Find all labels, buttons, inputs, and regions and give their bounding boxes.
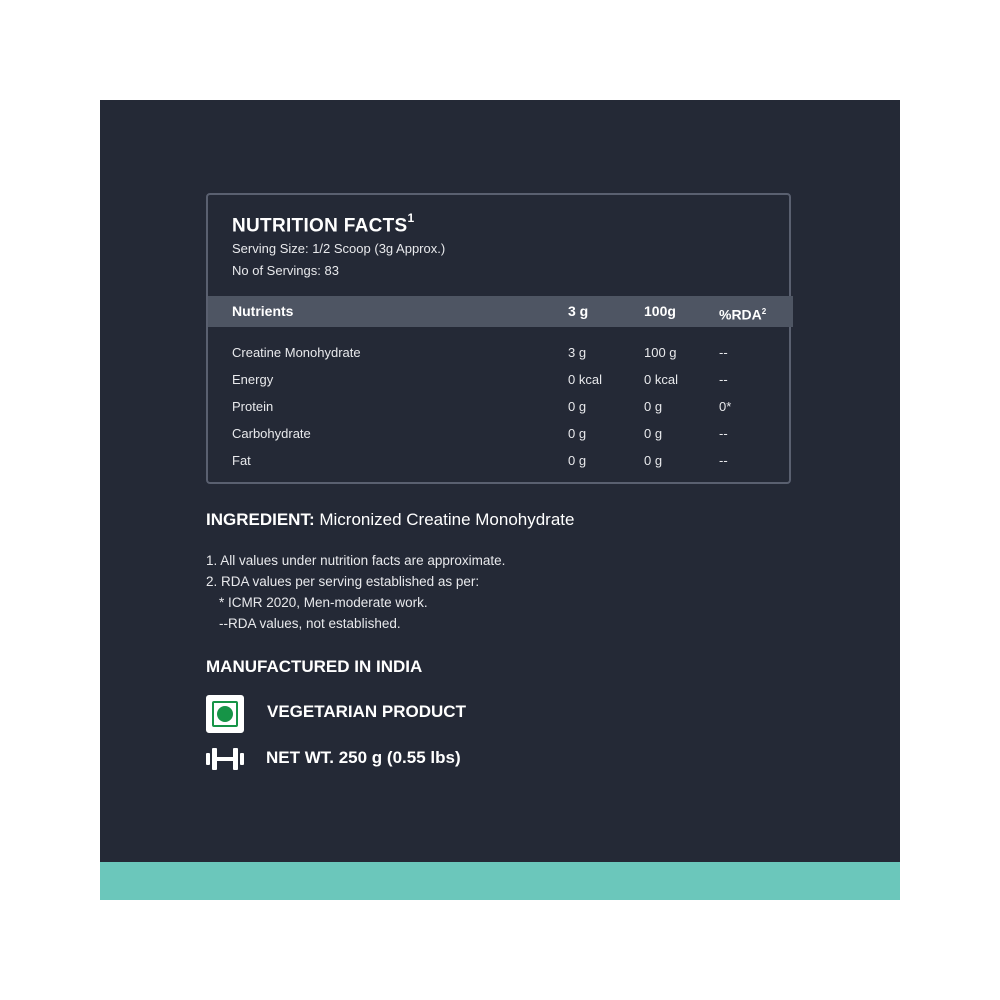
ingredient-label: INGREDIENT: bbox=[206, 510, 315, 529]
table-row bbox=[208, 393, 793, 420]
servings-count: No of Servings: 83 bbox=[232, 263, 339, 278]
title-footnote-marker: 1 bbox=[407, 211, 415, 225]
table-row bbox=[208, 366, 793, 393]
ingredient-line bbox=[206, 510, 574, 530]
per-serving-value: 0 g bbox=[568, 399, 587, 414]
footnote-icmr: * ICMR 2020, Men-moderate work. bbox=[219, 595, 428, 610]
per-100g-value: 0 g bbox=[644, 453, 663, 468]
nutrient-name: Protein bbox=[232, 399, 274, 414]
net-weight-label: NET WT. 250 g (0.55 lbs) bbox=[266, 748, 461, 767]
nutrition-facts-title-text: NUTRITION FACTS bbox=[232, 215, 408, 237]
rda-value: -- bbox=[719, 453, 728, 468]
per-100g-value: 0 kcal bbox=[644, 372, 678, 387]
footnote-rda-not-established: --RDA values, not established. bbox=[219, 616, 401, 631]
veg-mark-border bbox=[212, 701, 238, 727]
header-rda-text: %RDA bbox=[719, 306, 762, 323]
per-100g-value: 100 g bbox=[644, 345, 677, 360]
table-header bbox=[208, 296, 793, 327]
header-rda bbox=[719, 296, 766, 331]
nutrient-name: Carbohydrate bbox=[232, 426, 311, 441]
per-serving-value: 0 kcal bbox=[568, 372, 602, 387]
rda-value: -- bbox=[719, 426, 728, 441]
dumbbell-icon bbox=[206, 748, 244, 770]
rda-value: -- bbox=[719, 345, 728, 360]
footnote-2: 2. RDA values per serving established as per: bbox=[206, 574, 480, 589]
header-per-100g: 100g bbox=[644, 303, 676, 319]
nutrition-facts-title bbox=[232, 213, 414, 237]
header-nutrients: Nutrients bbox=[232, 303, 294, 319]
ingredient-value: Micronized Creatine Monohydrate bbox=[314, 510, 575, 529]
per-serving-value: 0 g bbox=[568, 426, 587, 441]
table-row bbox=[208, 339, 793, 366]
per-100g-value: 0 g bbox=[644, 426, 663, 441]
nutrient-name: Fat bbox=[232, 453, 251, 468]
manufactured-in-india: MANUFACTURED IN INDIA bbox=[206, 657, 423, 676]
table-row bbox=[208, 420, 793, 447]
accent-band bbox=[100, 862, 900, 900]
nutrition-facts-box bbox=[206, 193, 791, 484]
veg-mark-dot bbox=[217, 706, 233, 722]
rda-value: -- bbox=[719, 372, 728, 387]
per-100g-value: 0 g bbox=[644, 399, 663, 414]
per-serving-value: 3 g bbox=[568, 345, 587, 360]
rda-footnote-marker: 2 bbox=[761, 307, 767, 316]
nutrient-name: Energy bbox=[232, 372, 274, 387]
vegetarian-product-label: VEGETARIAN PRODUCT bbox=[267, 702, 466, 721]
header-per-serving: 3 g bbox=[568, 303, 589, 319]
veg-mark-icon bbox=[206, 695, 244, 733]
product-label-panel bbox=[100, 100, 900, 900]
footnote-1: 1. All values under nutrition facts are approximate. bbox=[206, 553, 506, 568]
table-row bbox=[208, 447, 793, 474]
serving-size: Serving Size: 1/2 Scoop (3g Approx.) bbox=[232, 241, 446, 256]
nutrient-name: Creatine Monohydrate bbox=[232, 345, 361, 360]
per-serving-value: 0 g bbox=[568, 453, 587, 468]
rda-value: 0* bbox=[719, 399, 732, 414]
